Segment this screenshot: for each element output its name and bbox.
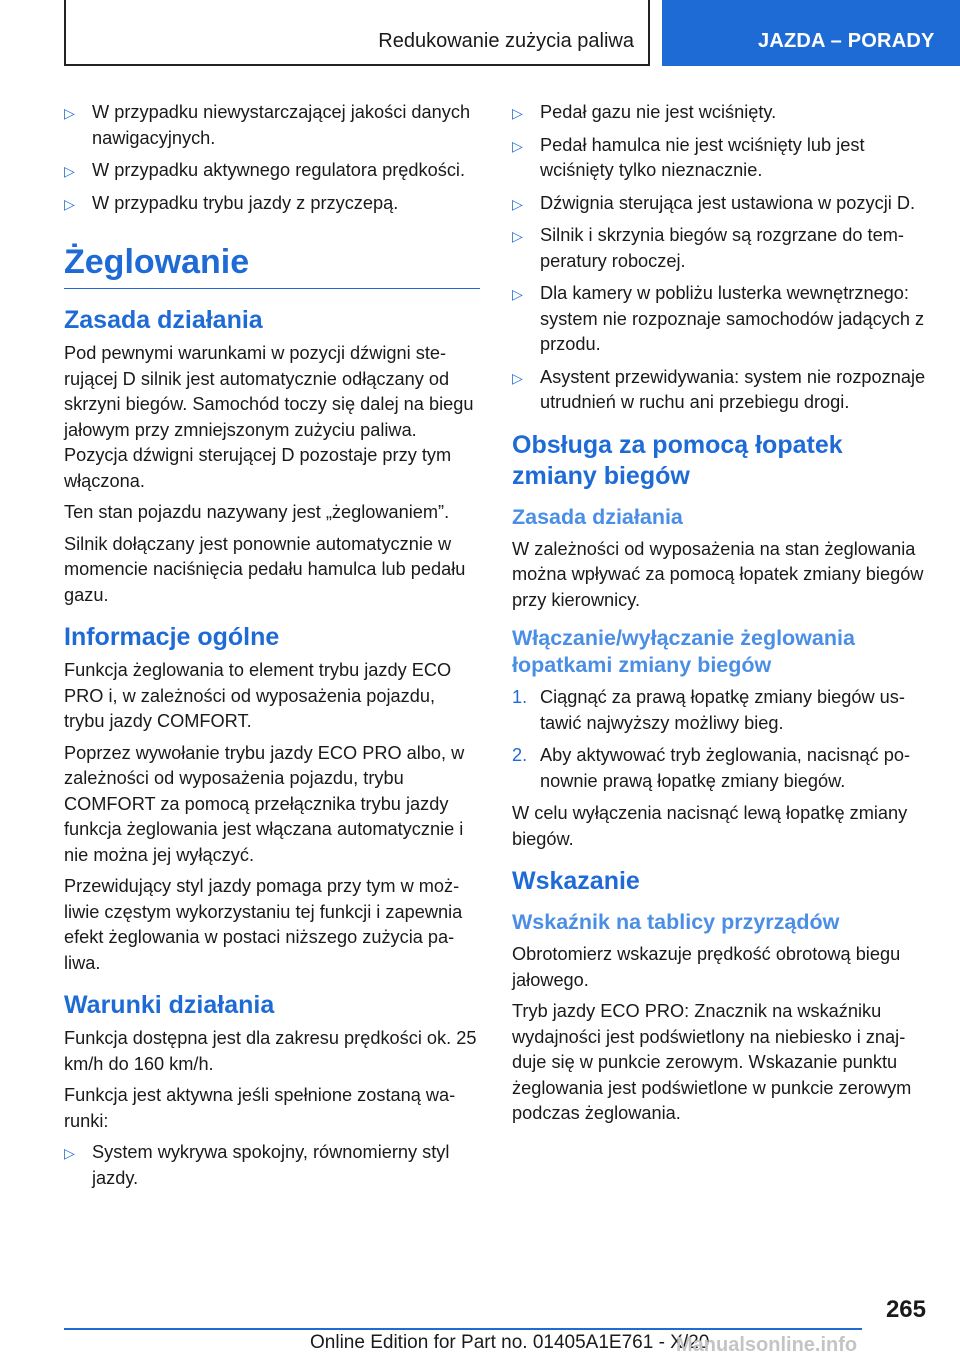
triangle-bullet-icon: ▷ bbox=[512, 228, 523, 244]
subheading-principle: Zasada działania bbox=[512, 504, 683, 529]
triangle-bullet-icon: ▷ bbox=[64, 195, 75, 212]
paragraph: Pod pewnymi warunkami w pozycji dźwigni sterującej D silnik jest automatycznie odłączany od skrzyni biegów. Samochód toczy się dalej na biegu jałowym przy zmniejszonym zużyciu paliwa. Pozycja dźwigni sterującej D pozostaje przy tym włączona. bbox=[64, 343, 474, 491]
list-item: ▷ W przypadku trybu jazdy z przyczepą. bbox=[64, 191, 480, 217]
triangle-bullet-icon: ▷ bbox=[512, 286, 523, 302]
triangle-bullet-icon: ▷ bbox=[512, 195, 523, 212]
right-column bbox=[512, 100, 928, 1133]
subheading-toggle: Włączanie/wyłączanie żeglowania łopatkami zmiany biegów bbox=[512, 626, 855, 677]
header-frame bbox=[64, 0, 650, 66]
edition-text: Online Edition for Part no. 01405A1E761 - X/20 bbox=[310, 1332, 710, 1353]
chapter-heading-display: Wskazanie bbox=[512, 867, 640, 895]
list-item: ▷ Dla kamery w pobliżu lusterka wewnętrznego: system nie rozpoznaje samochodów jadących z przodu. bbox=[512, 283, 925, 354]
paragraph: Tryb jazdy ECO PRO: Znacznik na wskaźniku wydajności jest podświetlony na niebiesko i znajduje się w punkcie zerowym. Wskazanie punktu żeglowania jest podświetlone w punkcie zerowym podczas żeglowania. bbox=[512, 1001, 912, 1123]
subheading-instrument: Wskaźnik na tablicy przyrządów bbox=[512, 910, 840, 934]
list-item: 2. Aby aktywować tryb żeglowania, nacisnąć ponownie prawą łopatkę zmiany biegów. bbox=[512, 745, 910, 791]
main-heading: Żeglowanie bbox=[64, 242, 480, 289]
list-item: 1. Ciągnąć za prawą łopatkę zmiany biegów ustawić najwyższy możliwy bieg. bbox=[512, 687, 905, 733]
bullet-list-conditions bbox=[512, 100, 928, 416]
triangle-bullet-icon: ▷ bbox=[64, 1145, 75, 1161]
triangle-bullet-icon: ▷ bbox=[512, 105, 523, 121]
page-number: 265 bbox=[885, 1296, 926, 1323]
paragraph: W celu wyłączenia nacisnąć lewą łopatkę zmiany biegów. bbox=[512, 803, 908, 849]
watermark: Manualsonline.info bbox=[676, 1334, 858, 1356]
list-item: ▷ Dźwignia sterująca jest ustawiona w pozycji D. bbox=[512, 191, 928, 217]
list-item: ▷ Pedał gazu nie jest wciśnięty. bbox=[512, 100, 928, 126]
paragraph: Poprzez wywołanie trybu jazdy ECO PRO albo, w zależności od wyposażenia pojazdu, trybu COMFORT za pomocą przełącznika trybu jazdy funkcja żeglowania jest włączana automatycznie i nie można jej wyłączyć. bbox=[64, 742, 465, 865]
section-heading-conditions: Warunki działania bbox=[64, 991, 275, 1019]
list-item: ▷ Pedał hamulca nie jest wciśnięty lub jest wciśnięty tylko nieznacznie. bbox=[512, 134, 865, 180]
paragraph: Funkcja żeglowania to element trybu jazdy ECO PRO i, w zależności od wyposażenia pojazdu, trybu jazdy COMFORT. bbox=[64, 660, 452, 731]
bullet-list-bottom-left bbox=[64, 1140, 480, 1191]
step-number: 1. bbox=[512, 687, 528, 707]
paragraph: Obrotomierz wskazuje prędkość obrotową biegu jałowego. bbox=[512, 944, 901, 990]
chapter-tab-label: JAZDA – PORADY bbox=[758, 30, 935, 52]
paragraph: Silnik dołączany jest ponownie automatycznie w momencie naciśnięcia pedału hamulca lub pedału gazu. bbox=[64, 533, 466, 605]
list-item: ▷ Silnik i skrzynia biegów są rozgrzane do temperatury roboczej. bbox=[512, 225, 904, 271]
paragraph: Przewidujący styl jazdy pomaga przy tym w możliwie częstym wykorzystaniu tej funkcji i zapewnia efekt żeglowania w postaci niższego zużycia paliwa. bbox=[64, 876, 463, 973]
triangle-bullet-icon: ▷ bbox=[64, 105, 75, 121]
paragraph: Ten stan pojazdu nazywany jest „żeglowaniem”. bbox=[64, 502, 450, 522]
chapter-heading-paddles: Obsługa za pomocą łopatek zmiany biegów bbox=[512, 430, 843, 490]
list-item: ▷ W przypadku aktywnego regulatora prędkości. bbox=[64, 158, 480, 184]
step-number: 2. bbox=[512, 745, 528, 765]
triangle-bullet-icon: ▷ bbox=[512, 137, 523, 154]
bullet-list-top-left bbox=[64, 100, 480, 216]
paragraph: Funkcja dostępna jest dla zakresu prędkości ok. 25 km/h do 160 km/h. bbox=[64, 1028, 477, 1074]
left-column bbox=[64, 100, 480, 1198]
numbered-steps bbox=[512, 685, 928, 794]
paragraph: W zależności od wyposażenia na stan żeglowania można wpływać za pomocą łopatek zmiany biegów przy kierownicy. bbox=[512, 538, 924, 610]
paragraph: Funkcja jest aktywna jeśli spełnione zostaną warunki: bbox=[64, 1085, 456, 1131]
chapter-tab bbox=[662, 0, 960, 66]
section-heading-general: Informacje ogólne bbox=[64, 623, 280, 651]
list-item: ▷ Asystent przewidywania: system nie rozpoznaje utrudnień w ruchu ani przebiegu drogi. bbox=[512, 366, 926, 412]
list-item: ▷ W przypadku niewystarczającej jakości danych nawigacyjnych. bbox=[64, 102, 471, 148]
page-header bbox=[0, 0, 960, 66]
list-item: ▷ System wykrywa spokojny, równomierny styl jazdy. bbox=[64, 1142, 450, 1188]
triangle-bullet-icon: ▷ bbox=[512, 369, 523, 386]
section-heading-principle: Zasada działania bbox=[64, 306, 263, 334]
footer-divider bbox=[64, 1328, 862, 1330]
section-title: Redukowanie zużycia paliwa bbox=[378, 30, 634, 52]
triangle-bullet-icon: ▷ bbox=[64, 163, 75, 179]
